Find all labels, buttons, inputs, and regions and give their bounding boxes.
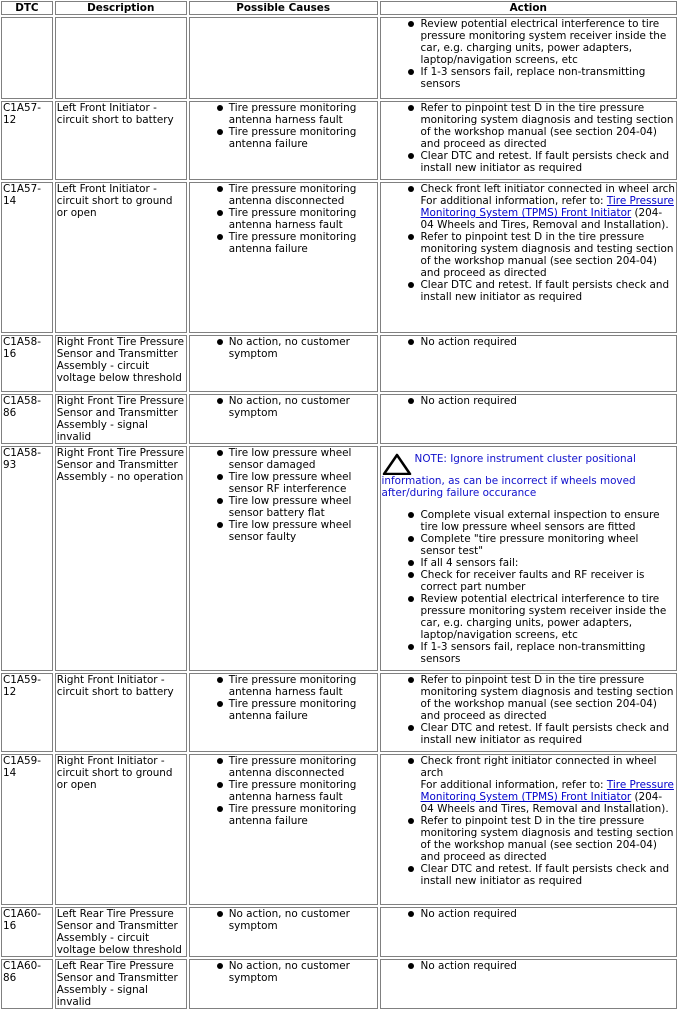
list-item: Tire low pressure wheel sensor battery flat (191, 495, 376, 519)
action-cell (380, 907, 677, 957)
header-row (1, 1, 677, 15)
description-cell: Right Front Tire Pressure Sensor and Transmitter Assembly - signal invalid (55, 394, 187, 444)
dtc-cell (1, 17, 53, 99)
reference-suffix: (204-04 Wheels and Tires, Removal and Installation). (420, 207, 669, 231)
causes-cell (189, 673, 378, 752)
description-cell: Left Front Initiator - circuit short to battery (55, 101, 187, 180)
causes-cell (189, 446, 378, 671)
table-row (1, 673, 677, 752)
note-block (382, 453, 675, 499)
description-cell: Left Rear Tire Pressure Sensor and Transmitter Assembly - signal invalid (55, 959, 187, 1009)
description-cell (55, 17, 187, 99)
dtc-code: C1A59-14 (1, 754, 53, 905)
list-item: No action, no customer symptom (191, 395, 376, 419)
description-cell: Right Front Initiator - circuit short to battery (55, 673, 187, 752)
list-item: If 1-3 sensors fail, replace non-transmitting sensors (382, 641, 675, 665)
list-item: Tire pressure monitoring antenna disconnected (191, 755, 376, 779)
causes-cell (189, 182, 378, 333)
list-item: No action required (382, 908, 675, 920)
header-dtc: DTC (1, 1, 53, 15)
list-item: Tire pressure monitoring antenna harness fault (191, 207, 376, 231)
list-item: Check front left initiator connected in wheel arch (382, 183, 675, 195)
reference-prefix: For additional information, refer to: (420, 779, 607, 791)
header-action: Action (380, 1, 677, 15)
list-item: Tire pressure monitoring antenna failure (191, 803, 376, 827)
list-item: Tire pressure monitoring antenna harness fault (191, 779, 376, 803)
list-item: Tire pressure monitoring antenna failure (191, 231, 376, 255)
list-item: Refer to pinpoint test D in the tire pressure monitoring system diagnosis and testing section of the workshop manual (see section 204-04) and proceed as directed (382, 815, 675, 863)
action-cell (380, 754, 677, 905)
list-item: Tire pressure monitoring antenna harness fault (191, 102, 376, 126)
note-text: NOTE: Ignore instrument cluster positional information, as can be incorrect if wheels moved after/during failure occurance (381, 453, 636, 499)
action-cell (380, 182, 677, 333)
table-row (1, 335, 677, 392)
list-item: If all 4 sensors fail: (382, 557, 675, 569)
list-item: Refer to pinpoint test D in the tire pressure monitoring system diagnosis and testing section of the workshop manual (see section 204-04) and proceed as directed (382, 674, 675, 722)
table-row (1, 394, 677, 444)
description-cell: Right Front Initiator - circuit short to ground or open (55, 754, 187, 905)
dtc-code: C1A57-14 (1, 182, 53, 333)
dtc-code: C1A60-16 (1, 907, 53, 957)
tpms-front-initiator-link[interactable]: Tire Pressure Monitoring System (TPMS) Front Initiator (420, 195, 674, 219)
list-item: Refer to pinpoint test D in the tire pressure monitoring system diagnosis and testing section of the workshop manual (see section 204-04) and proceed as directed (382, 231, 675, 279)
description-cell: Right Front Tire Pressure Sensor and Transmitter Assembly - no operation (55, 446, 187, 671)
list-item: Review potential electrical interference to tire pressure monitoring system receiver inside the car, e.g. charging units, power adapters, laptop/navigation screens, etc (382, 593, 675, 641)
list-item: No action required (382, 336, 675, 348)
action-cell (380, 959, 677, 1009)
action-cell (380, 17, 677, 99)
list-item: Tire low pressure wheel sensor RF interference (191, 471, 376, 495)
list-item: Complete visual external inspection to ensure tire low pressure wheel sensors are fitted (382, 509, 675, 533)
reference-suffix: (204-04 Wheels and Tires, Removal and Installation). (420, 791, 669, 815)
warning-triangle-icon (382, 453, 412, 475)
action-cell (380, 394, 677, 444)
causes-cell (189, 394, 378, 444)
list-item: Clear DTC and retest. If fault persists check and install new initiator as required (382, 863, 675, 887)
action-cell (380, 673, 677, 752)
table-row (1, 446, 677, 671)
table-row (1, 959, 677, 1009)
list-item: Check for receiver faults and RF receiver is correct part number (382, 569, 675, 593)
table-row (1, 101, 677, 180)
list-item: Check front right initiator connected in wheel arch (382, 755, 675, 779)
list-item: Clear DTC and retest. If fault persists check and install new initiator as required (382, 722, 675, 746)
list-item: No action, no customer symptom (191, 336, 376, 360)
dtc-code: C1A58-93 (1, 446, 53, 671)
reference-text (382, 195, 675, 231)
dtc-code: C1A60-86 (1, 959, 53, 1009)
tpms-front-initiator-link[interactable]: Tire Pressure Monitoring System (TPMS) Front Initiator (420, 779, 674, 803)
table-row (1, 182, 677, 333)
list-item: Review potential electrical interference to tire pressure monitoring system receiver inside the car, e.g. charging units, power adapters, laptop/navigation screens, etc (382, 18, 675, 66)
action-cell (380, 446, 677, 671)
list-item: Clear DTC and retest. If fault persists check and install new initiator as required (382, 150, 675, 174)
table-row (1, 907, 677, 957)
reference-text (382, 779, 675, 815)
table-row (1, 17, 677, 99)
dtc-code: C1A58-86 (1, 394, 53, 444)
list-item: Complete "tire pressure monitoring wheel sensor test" (382, 533, 675, 557)
list-item: No action, no customer symptom (191, 908, 376, 932)
description-cell: Left Rear Tire Pressure Sensor and Transmitter Assembly - circuit voltage below threshold (55, 907, 187, 957)
list-item: Tire pressure monitoring antenna failure (191, 698, 376, 722)
list-item: Tire low pressure wheel sensor faulty (191, 519, 376, 543)
description-cell: Left Front Initiator - circuit short to ground or open (55, 182, 187, 333)
header-description: Description (55, 1, 187, 15)
reference-prefix: For additional information, refer to: (420, 195, 607, 207)
list-item: Clear DTC and retest. If fault persists check and install new initiator as required (382, 279, 675, 303)
dtc-code: C1A58-16 (1, 335, 53, 392)
table-row (1, 754, 677, 905)
list-item: Refer to pinpoint test D in the tire pressure monitoring system diagnosis and testing section of the workshop manual (see section 204-04) and proceed as directed (382, 102, 675, 150)
list-item: Tire pressure monitoring antenna failure (191, 126, 376, 150)
action-cell (380, 335, 677, 392)
causes-cell (189, 959, 378, 1009)
header-possible-causes: Possible Causes (189, 1, 378, 15)
causes-cell (189, 907, 378, 957)
causes-cell (189, 17, 378, 99)
dtc-code: C1A59-12 (1, 673, 53, 752)
list-item: Tire pressure monitoring antenna disconnected (191, 183, 376, 207)
action-cell (380, 101, 677, 180)
list-item: Tire low pressure wheel sensor damaged (191, 447, 376, 471)
description-cell: Right Front Tire Pressure Sensor and Transmitter Assembly - circuit voltage below threshold (55, 335, 187, 392)
causes-cell (189, 335, 378, 392)
list-item: If 1-3 sensors fail, replace non-transmitting sensors (382, 66, 675, 90)
causes-cell (189, 101, 378, 180)
list-item: Tire pressure monitoring antenna harness fault (191, 674, 376, 698)
list-item: No action required (382, 960, 675, 972)
dtc-code: C1A57-12 (1, 101, 53, 180)
list-item: No action, no customer symptom (191, 960, 376, 984)
causes-cell (189, 754, 378, 905)
list-item: No action required (382, 395, 675, 407)
